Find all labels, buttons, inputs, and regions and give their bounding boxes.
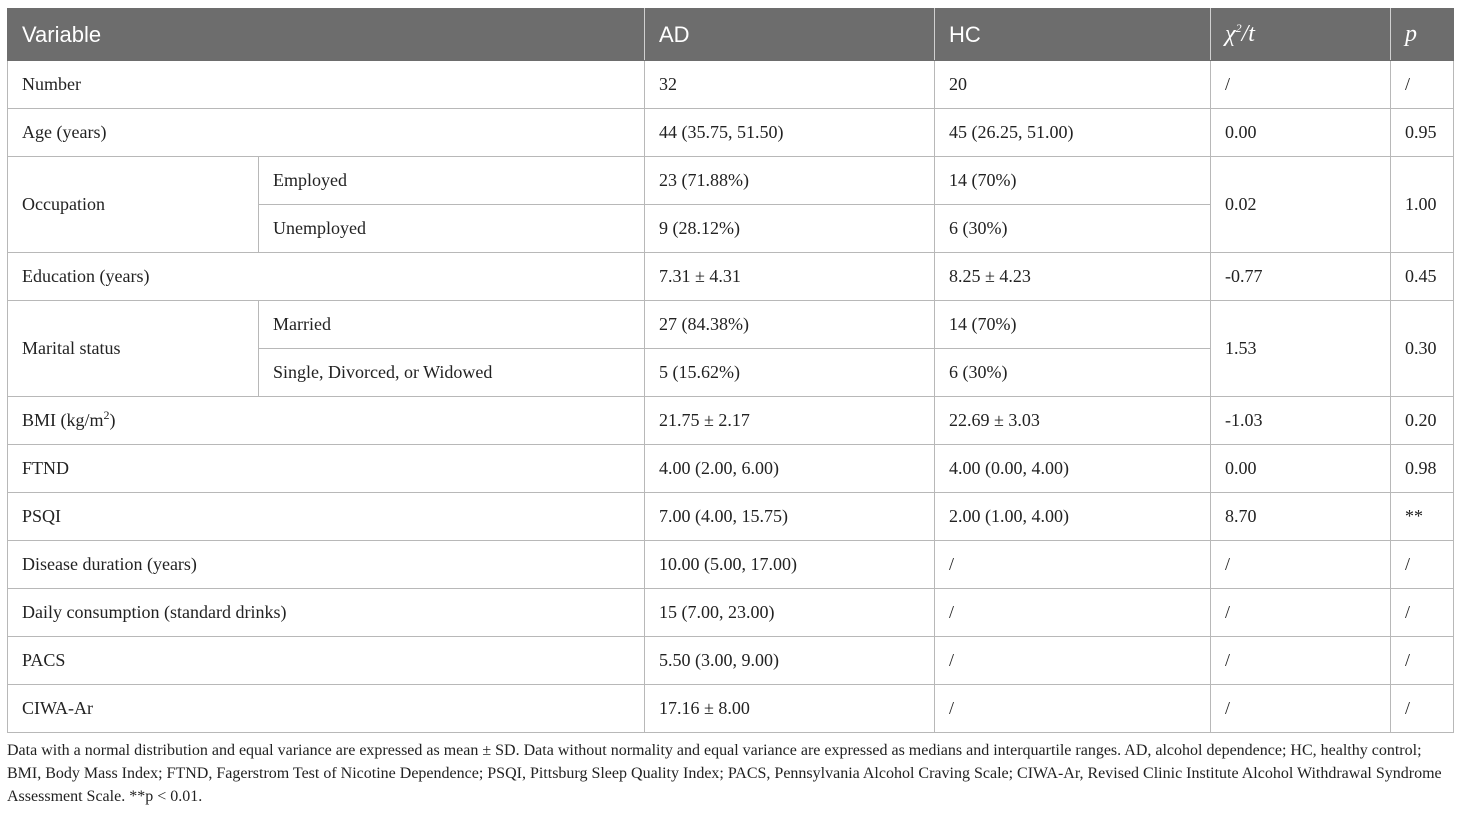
header-stat-sup: 2 — [1235, 21, 1242, 35]
bmi-label-post: ) — [109, 410, 116, 430]
sub-label: Employed — [259, 157, 645, 205]
table-row — [8, 493, 1454, 541]
cell-stat: -0.77 — [1211, 253, 1391, 301]
cell-stat: / — [1211, 61, 1391, 109]
cell-hc: / — [935, 685, 1211, 733]
cell-ad: 5 (15.62%) — [645, 349, 935, 397]
table-footnote: Data with a normal distribution and equal variance are expressed as mean ± SD. Data without normality and equal variance are expressed as medians and interquartile ranges. AD, alcohol dependence; HC, healthy control; BMI, Body Mass Index; FTND, Fagerstrom Test of Nicotine Dependence; PSQI, Pittsburg Sleep Quality Index; PACS, Pennsylvania Alcohol Craving Scale; CIWA-Ar, Revised Clinic Institute Alcohol Withdrawal Syndrome Assessment Scale. **p < 0.01. — [7, 742, 1442, 805]
header-stat-rest: /t — [1241, 21, 1255, 47]
table-row — [8, 445, 1454, 493]
table-container — [7, 8, 1453, 808]
cell-p: / — [1391, 637, 1454, 685]
sub-label: Single, Divorced, or Widowed — [259, 349, 645, 397]
cell-hc: / — [935, 637, 1211, 685]
table-row — [8, 301, 1454, 349]
cell-hc: 4.00 (0.00, 4.00) — [935, 445, 1211, 493]
cell-stat: / — [1211, 685, 1391, 733]
row-label: Education (years) — [8, 253, 645, 301]
cell-stat: -1.03 — [1211, 397, 1391, 445]
cell-stat: / — [1211, 637, 1391, 685]
row-label: Disease duration (years) — [8, 541, 645, 589]
cell-ad: 9 (28.12%) — [645, 205, 935, 253]
cell-p: 0.45 — [1391, 253, 1454, 301]
cell-stat: 8.70 — [1211, 493, 1391, 541]
cell-ad: 5.50 (3.00, 9.00) — [645, 637, 935, 685]
row-label: CIWA-Ar — [8, 685, 645, 733]
sub-label: Married — [259, 301, 645, 349]
cell-hc: 14 (70%) — [935, 301, 1211, 349]
header-p — [1391, 9, 1454, 61]
cell-ad: 7.31 ± 4.31 — [645, 253, 935, 301]
table-row — [8, 637, 1454, 685]
row-label: PACS — [8, 637, 645, 685]
table-row — [8, 685, 1454, 733]
cell-p: ** — [1391, 493, 1454, 541]
cell-ad: 4.00 (2.00, 6.00) — [645, 445, 935, 493]
row-label: Daily consumption (standard drinks) — [8, 589, 645, 637]
cell-hc: 8.25 ± 4.23 — [935, 253, 1211, 301]
sub-label: Unemployed — [259, 205, 645, 253]
row-label — [8, 397, 645, 445]
cell-p: / — [1391, 61, 1454, 109]
cell-ad: 27 (84.38%) — [645, 301, 935, 349]
cell-stat: 0.00 — [1211, 445, 1391, 493]
row-label: Number — [8, 61, 645, 109]
header-ad: AD — [645, 9, 935, 61]
bmi-label-pre: BMI (kg/m — [22, 410, 104, 430]
cell-p: 0.95 — [1391, 109, 1454, 157]
cell-ad: 21.75 ± 2.17 — [645, 397, 935, 445]
row-label: FTND — [8, 445, 645, 493]
cell-p: / — [1391, 685, 1454, 733]
cell-stat: 0.00 — [1211, 109, 1391, 157]
header-stat — [1211, 9, 1391, 61]
cell-hc: 6 (30%) — [935, 349, 1211, 397]
cell-ad: 17.16 ± 8.00 — [645, 685, 935, 733]
cell-ad: 15 (7.00, 23.00) — [645, 589, 935, 637]
cell-p: / — [1391, 541, 1454, 589]
cell-ad: 10.00 (5.00, 17.00) — [645, 541, 935, 589]
cell-ad: 32 — [645, 61, 935, 109]
cell-p: 0.20 — [1391, 397, 1454, 445]
row-label: Occupation — [8, 157, 259, 253]
table-row — [8, 397, 1454, 445]
header-stat-chi: χ — [1225, 21, 1236, 47]
cell-stat: 0.02 — [1211, 157, 1391, 253]
table-row — [8, 253, 1454, 301]
cell-hc: 45 (26.25, 51.00) — [935, 109, 1211, 157]
cell-stat: / — [1211, 589, 1391, 637]
cell-p: / — [1391, 589, 1454, 637]
bmi-label-sup: 2 — [103, 408, 110, 422]
cell-hc: / — [935, 541, 1211, 589]
table-row — [8, 109, 1454, 157]
cell-stat: 1.53 — [1211, 301, 1391, 397]
header-variable: Variable — [8, 9, 645, 61]
cell-hc: 6 (30%) — [935, 205, 1211, 253]
cell-hc: 2.00 (1.00, 4.00) — [935, 493, 1211, 541]
cell-p: 0.98 — [1391, 445, 1454, 493]
cell-p: 0.30 — [1391, 301, 1454, 397]
cell-stat: / — [1211, 541, 1391, 589]
cell-hc: 20 — [935, 61, 1211, 109]
cell-ad: 44 (35.75, 51.50) — [645, 109, 935, 157]
cell-hc: 14 (70%) — [935, 157, 1211, 205]
row-label: Marital status — [8, 301, 259, 397]
table-row — [8, 541, 1454, 589]
cell-hc: 22.69 ± 3.03 — [935, 397, 1211, 445]
header-row — [8, 9, 1454, 61]
cell-ad: 23 (71.88%) — [645, 157, 935, 205]
table-row — [8, 61, 1454, 109]
table-row — [8, 157, 1454, 205]
row-label: PSQI — [8, 493, 645, 541]
row-label: Age (years) — [8, 109, 645, 157]
header-p-label: p — [1405, 21, 1417, 47]
cell-ad: 7.00 (4.00, 15.75) — [645, 493, 935, 541]
cell-hc: / — [935, 589, 1211, 637]
header-hc: HC — [935, 9, 1211, 61]
table-row — [8, 589, 1454, 637]
cell-p: 1.00 — [1391, 157, 1454, 253]
demographics-table — [7, 8, 1454, 733]
